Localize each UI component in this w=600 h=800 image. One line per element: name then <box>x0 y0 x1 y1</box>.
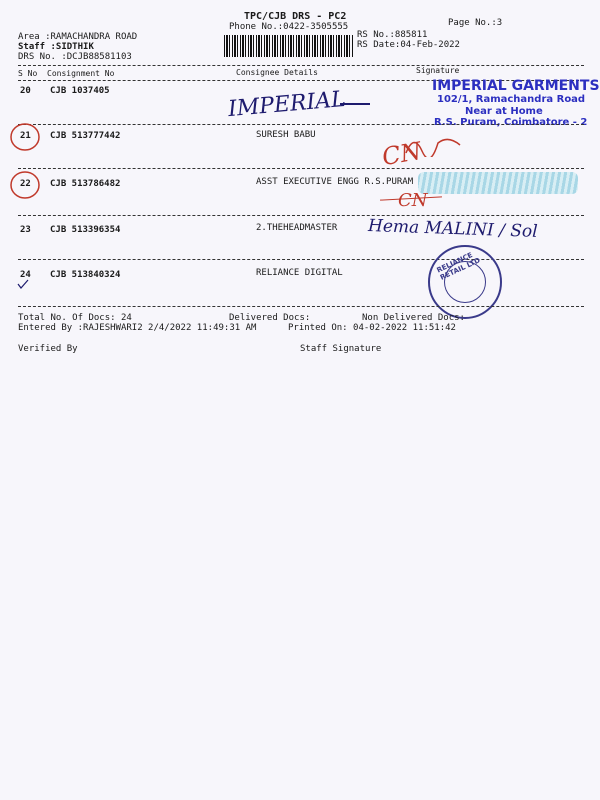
entered-by: Entered By :RAJESHWARI2 2/4/2022 11:49:31 AM <box>18 323 257 333</box>
handwritten-signature: Hema MALINI / Sol <box>367 216 538 242</box>
row-consignee: RELIANCE DIGITAL <box>256 268 343 278</box>
divider <box>18 65 584 66</box>
row-consignment: CJB 513786482 <box>50 179 121 189</box>
non-delivered-docs: Non Delivered Docs: <box>362 313 465 323</box>
row-consignment: CJB 513396354 <box>50 225 121 235</box>
row-sno: 23 <box>20 225 31 235</box>
stamp-line-2: 102/1, Ramachandra Road <box>437 94 586 105</box>
barcode <box>224 35 354 57</box>
divider <box>18 259 584 260</box>
divider <box>18 306 584 307</box>
row-sno: 24 <box>20 270 31 280</box>
staff-signature: Staff Signature <box>300 344 382 354</box>
area-label: Area :RAMACHANDRA ROAD <box>18 32 138 42</box>
row-consignment: CJB 513777442 <box>50 131 121 141</box>
divider <box>18 215 584 216</box>
drs-number: DRS No. :DCJB88581103 <box>18 52 132 62</box>
row-sno: 21 <box>20 131 31 141</box>
stamp-line-1: IMPERIAL GARMENTS <box>432 78 600 94</box>
row-consignment: CJB 513840324 <box>50 270 121 280</box>
col-header-consignment: Consignment No <box>47 69 115 78</box>
total-docs: Total No. Of Docs: 24 <box>18 313 132 323</box>
row-consignment: CJB 1037405 <box>50 86 110 96</box>
printed-on: Printed On: 04-02-2022 11:51:42 <box>288 323 456 333</box>
divider <box>18 168 584 169</box>
rs-date: RS Date:04-Feb-2022 <box>357 40 460 50</box>
row-sno: 20 <box>20 86 31 96</box>
seal-text: RELIANCE RETAIL LTD <box>435 251 482 282</box>
col-header-signature: Signature <box>416 66 460 75</box>
handwritten-mark: CN <box>379 136 424 172</box>
delivered-docs: Delivered Docs: <box>229 313 311 323</box>
page-number: Page No.:3 <box>448 18 503 28</box>
phone-number: Phone No.:0422-3505555 <box>229 22 349 32</box>
col-header-sno: S No <box>18 69 38 78</box>
tick-mark-icon <box>16 278 30 290</box>
handwritten-mark: CN <box>398 190 428 211</box>
row-consignee: 2.THEHEADMASTER <box>256 223 338 233</box>
company-seal <box>428 245 502 319</box>
staff-label: Staff :SIDTHIK <box>18 42 94 52</box>
col-header-consignee: Consignee Details <box>236 68 318 77</box>
signature-stroke <box>340 103 370 105</box>
row-sno: 22 <box>20 179 31 189</box>
stamp-line-4: R.S. Puram, Coimbatore - 2 <box>434 117 588 128</box>
document-title: TPC/CJB DRS - PC2 <box>244 11 347 22</box>
rs-number: RS No.:885811 <box>357 30 428 40</box>
stamp-line-3: Near at Home <box>465 106 543 117</box>
row-consignee: ASST EXECUTIVE ENGG R.S.PURAM <box>256 177 414 187</box>
squiggle-icon <box>404 131 464 157</box>
row-consignee: SURESH BABU <box>256 130 316 140</box>
divider <box>18 124 584 125</box>
verified-by: Verified By <box>18 344 78 354</box>
redaction-scribble <box>418 172 578 194</box>
handwritten-signature: IMPERIAL <box>227 86 347 123</box>
